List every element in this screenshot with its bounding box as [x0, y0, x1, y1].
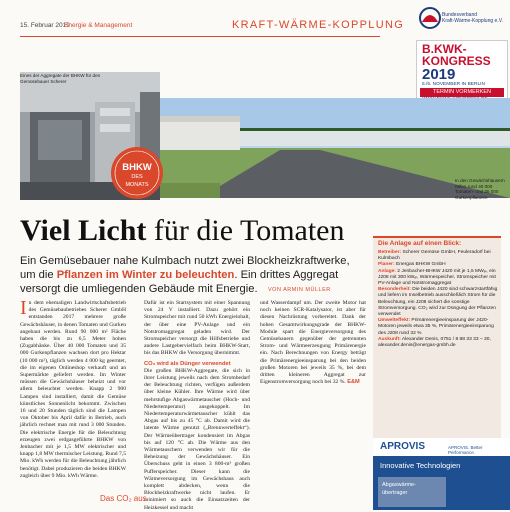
greenhouse-photo-caption: In den Gewächshäusern reifen rund 40 000 Tomaten- und 35 000 Gurkenpflanzen: [455, 178, 505, 200]
column-2-subheading: CO₂ wird als Dünger verwendet: [144, 360, 231, 367]
headline-bold: Viel Licht: [20, 214, 147, 247]
facts-label: Umwelteffekt:: [378, 318, 411, 324]
facts-label: Anlage:: [378, 268, 396, 274]
column-3-text: und Wasserdampf um. Der zweite Motor hat noch keinen SCR-Katalysator, ist aber für diesen Nachrüstung vorbereitet. Dank der hohen Gesamtwirkungsgrade der BHKW-Module spart die Energieversorgung des Gemüsebauern gegenüber der getrennten Strom- und Wärmeerzeugung Primärenergie ein. Nach Berechnungen von Energy beträgt die Primärenergieeinsparung bei den beiden großen Motoren bei jeweils 35 %, bei dem dritten kleineren Aggregat zur Eigenstromversorgung noch bei 32 %.: [260, 300, 366, 386]
lead-part-1: Ein Gemüsebauer nahe Kulmbach nutzt zwei Blockheizkraftwerke, um die: [20, 255, 350, 281]
article-headline: [20, 214, 345, 248]
facts-label: Betreiber:: [378, 250, 402, 255]
lead-part-2: . Ein drittes Aggregat versorgt die umliegenden Gebäude mit Energie.: [20, 269, 339, 295]
badge-line-2: DES: [131, 174, 143, 180]
aprovis-product-line-1: Abgaswärme-: [382, 482, 416, 488]
facts-label: Besonderheit:: [378, 287, 411, 293]
article-end-mark: E&M: [347, 379, 360, 386]
kongress-dates: 5./6. NOVEMBER IN BERLIN: [422, 82, 485, 87]
column-2-text-a: Dafür ist ein Startsystem mit einer Spannung von 24 V installiert. Dazu gehört ein Stromspeicher mit rund 50 kWh Energieinhalt, der über eine PV-Anlage und ein Notstromaggregat geladen wird. Der Stromspeicher versorgt die Hilfsbetriebe und andere Lastgebervielfach beim BHKW-Start, bis das BHKW die Versorgung übernimmt.: [144, 300, 250, 357]
facts-item: [378, 287, 498, 318]
facts-item: [378, 318, 498, 337]
facts-box-body: [378, 250, 498, 349]
kongress-line-2: KONGRESS: [422, 54, 491, 68]
facts-text: Scherer Gemüse GmbH, Feuleradorf bei Kulmbach: [378, 250, 491, 262]
badge-line-3: MONATS: [125, 182, 149, 188]
body-column-1: [20, 297, 126, 480]
badge-line-1: BHKW: [122, 162, 152, 173]
facts-text: Primärenergieeinsparung der J420-Motoren jeweils etwa 35 %, Primärenergieeinsparung des J208 rund 32 %: [378, 318, 494, 336]
kongress-year: 2019: [422, 66, 456, 83]
facts-item: [378, 250, 498, 262]
page-title: KRAFT-WÄRME-KOPPLUNG: [232, 19, 405, 31]
drop-cap: I: [20, 297, 27, 319]
facts-text: Die beiden J420 sind schwarzstartfähig und liefern im Inselbetrieb ausschließlich Strom für die Beleuchtung, ein J208 sichert die sonstige Stromversorgung. CO₂ wird zur Düngung der Pflanzen verwendet: [378, 287, 498, 318]
column-2-text-b: Die großen BHKW-Aggregate, die sich in ihrer Leistung jeweils nach dem Strombedarf der Beleuchtung richten, verfügen außerdem über kleine Kühler. Ihre Wärme wird über mehrstufige Abgaswärmetauscher (Hoch- und Niedertemperatur) ausgekoppelt. Im Niedertemperaturwärmetauscher kühlt das Abgas auf bis zu 45 °C ab. Damit wird die latente Wärme genutzt („Brennwerteffekt“). Der Wärmeübertrager kondensiert im Abgas bis auf 120 °C ab. Die Wärme aus den Wärmetauschern verwenden wir für die Beheizung der Gewächshäuser. Ein Überschuss geht in einen 3 800-m³ großen Pufferspeicher. Dieser kann die Wärmeversorgung im Gewächshaus auch komplett abdecken, wenn die Blockheizkraftwerke nicht laufen. Er minimiert so auch die Einsatzzeiten der Heizkessel und macht: [144, 367, 250, 511]
facts-label: Planer:: [378, 262, 395, 268]
engine-photo-caption: Eines der Aggregate der BHKW für den Gemüsebauer Scherer: [20, 73, 101, 84]
column-1-text: n dem ehemaligen Landwirtschaftsbetrieb des Gemüsebaubetriebes Scherer GmbH entstanden 2017 mehrere große Gewächshäuser, in denen Tomaten und Gurken angebaut werden. Rund 90 000 m² Fläche haben die bis zu 6,5 Meter hohen (Zugabhänke. Über 40 000 Tomaten und 35 000 Gurkenpflanzen wachsen dort pro Hektar (10 000 m²), täglich werden 4 000 kg geerntet, die im eigenen Onlineshop verkauft und an Supermärkte geliefert werden. Im Winter müssen die Gewächshäuser beheizt und vor allem beleuchtet werden. Knapp 2 900 Lampen sind installiert, damit die Gemüse künstliches Sonnenlicht bekommt. Zwischen 16 und 20 Stunden täglich sind die Lampen von Oktober bis April dafür in Betrieb, auch jährlich rechnet man mit rund 3 000 Stunden. Die elektrische Energie für die Beleuchtung erzeugen zwei erdgasgeführte BHKW von Jenbacher mit je 1,5 MW elektrischer und knapp 1,8 MW thermischer Leistung. Rund 7,5 Mio. kWh werden für die Beleuchtung jährlich benötigt. Dabei produzieren die beiden BHKW zugleich über 9 Mio. kWh Wärme.: [20, 300, 126, 479]
aprovis-logo: APROVIS: [380, 441, 426, 452]
aprovis-tagline: APROVIS. Better Performance.: [448, 445, 483, 455]
logo-line-2: Kraft-Wärme-Kopplung e.V.: [442, 18, 503, 24]
issue-date: 15. Februar 2019: [20, 22, 70, 29]
headline-light: für die Tomaten: [146, 214, 345, 247]
kongress-save-date-button[interactable]: TERMIN VORMERKEN: [420, 88, 504, 97]
lead-highlight: Pflanzen im Winter zu beleuchten: [56, 269, 235, 281]
body-column-3: [260, 300, 366, 386]
section-name: Energie & Management: [64, 22, 133, 29]
logo-line-1: Bundesverband: [442, 12, 478, 18]
kongress-line-1: B.KWK-: [422, 42, 467, 56]
pull-quote: Das CO₂ aus: [100, 494, 147, 503]
bhkw-des-monats-badge: [110, 146, 164, 200]
byline: VON ARMIN MÜLLER: [268, 287, 331, 293]
body-column-2: [144, 300, 250, 512]
facts-item: [378, 337, 498, 349]
aprovis-slogan: Innovative Technologien: [380, 461, 461, 470]
facts-text: Alexander Denis, 0751 / 8 88 33 33 – 30, alexander.denis@energas-gmbh.de: [378, 336, 491, 349]
facts-label: Auskunft:: [378, 336, 401, 342]
header-rule: [20, 36, 380, 37]
facts-text: 2 Jenbacher-BHKW J420 mit je 1,5 MWₑₗ, ein J208 mit 300 kWₑₗ, Wärmespeicher, Stromspeicher mit PV-Anlage und Notstromaggregat: [378, 268, 496, 287]
aprovis-product-line-2: übertrager: [382, 490, 408, 496]
facts-text: Energas BHKW GmbH: [394, 262, 446, 268]
association-name: [442, 12, 510, 24]
facts-box-title: Die Anlage auf einen Blick:: [378, 240, 462, 247]
facts-item: [378, 269, 498, 288]
